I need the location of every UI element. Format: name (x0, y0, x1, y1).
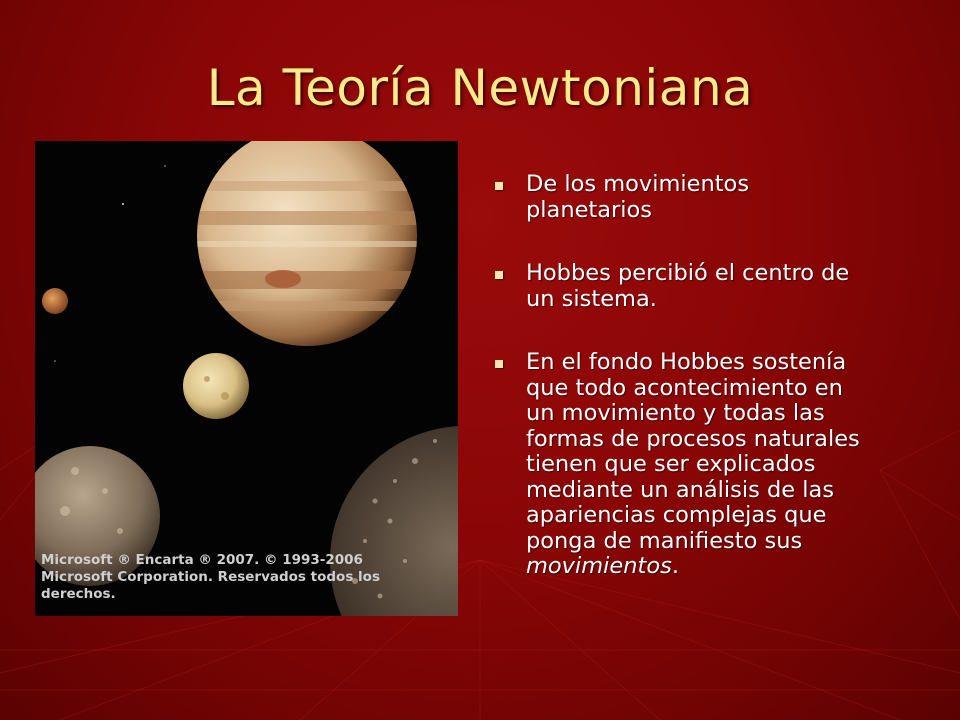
bullet-item (490, 172, 940, 223)
bullet-text-line-final (526, 554, 940, 580)
bullet-text-line: mediante un análisis de las (526, 476, 835, 503)
bullet-text-line: tienen que ser explicados (526, 451, 816, 477)
bullet-text-line: un movimiento y todas las (526, 400, 825, 426)
bullet-text-line: un sistema. (526, 285, 657, 312)
image-caption (41, 552, 451, 603)
bullet-item (490, 350, 940, 580)
square-bullet-icon (495, 182, 503, 190)
planets-photo (35, 141, 458, 616)
slide-title: La Teoría Newtoniana (206, 59, 754, 117)
bullet-text-line: De los movimientos (526, 171, 750, 197)
bullet-text-line: Hobbes percibió el centro de (526, 260, 850, 286)
bullet-text-line: que todo acontecimiento en (526, 374, 843, 401)
bullet-text-line: apariencias complejas que (526, 502, 827, 528)
emphasis-word: movimientos (526, 553, 672, 579)
bullet-text-line: En el fondo Hobbes sostenía (526, 349, 847, 375)
planets-illustration (35, 141, 458, 616)
caption-line: Microsoft Corporation. Reservados todos los (41, 569, 380, 585)
caption-line: derechos. (41, 586, 116, 602)
bullet-item (490, 261, 940, 312)
bullet-text-line: formas de procesos naturales (526, 425, 860, 452)
bullet-text-line: ponga de manifiesto sus (526, 527, 803, 554)
square-bullet-icon (495, 271, 503, 279)
caption-line: Microsoft ® Encarta ® 2007. © 1993-2006 (41, 552, 363, 568)
bullet-text-line: planetarios (526, 196, 653, 223)
emphasis-suffix: . (671, 553, 679, 579)
square-bullet-icon (495, 360, 503, 368)
bullet-list (490, 172, 940, 580)
